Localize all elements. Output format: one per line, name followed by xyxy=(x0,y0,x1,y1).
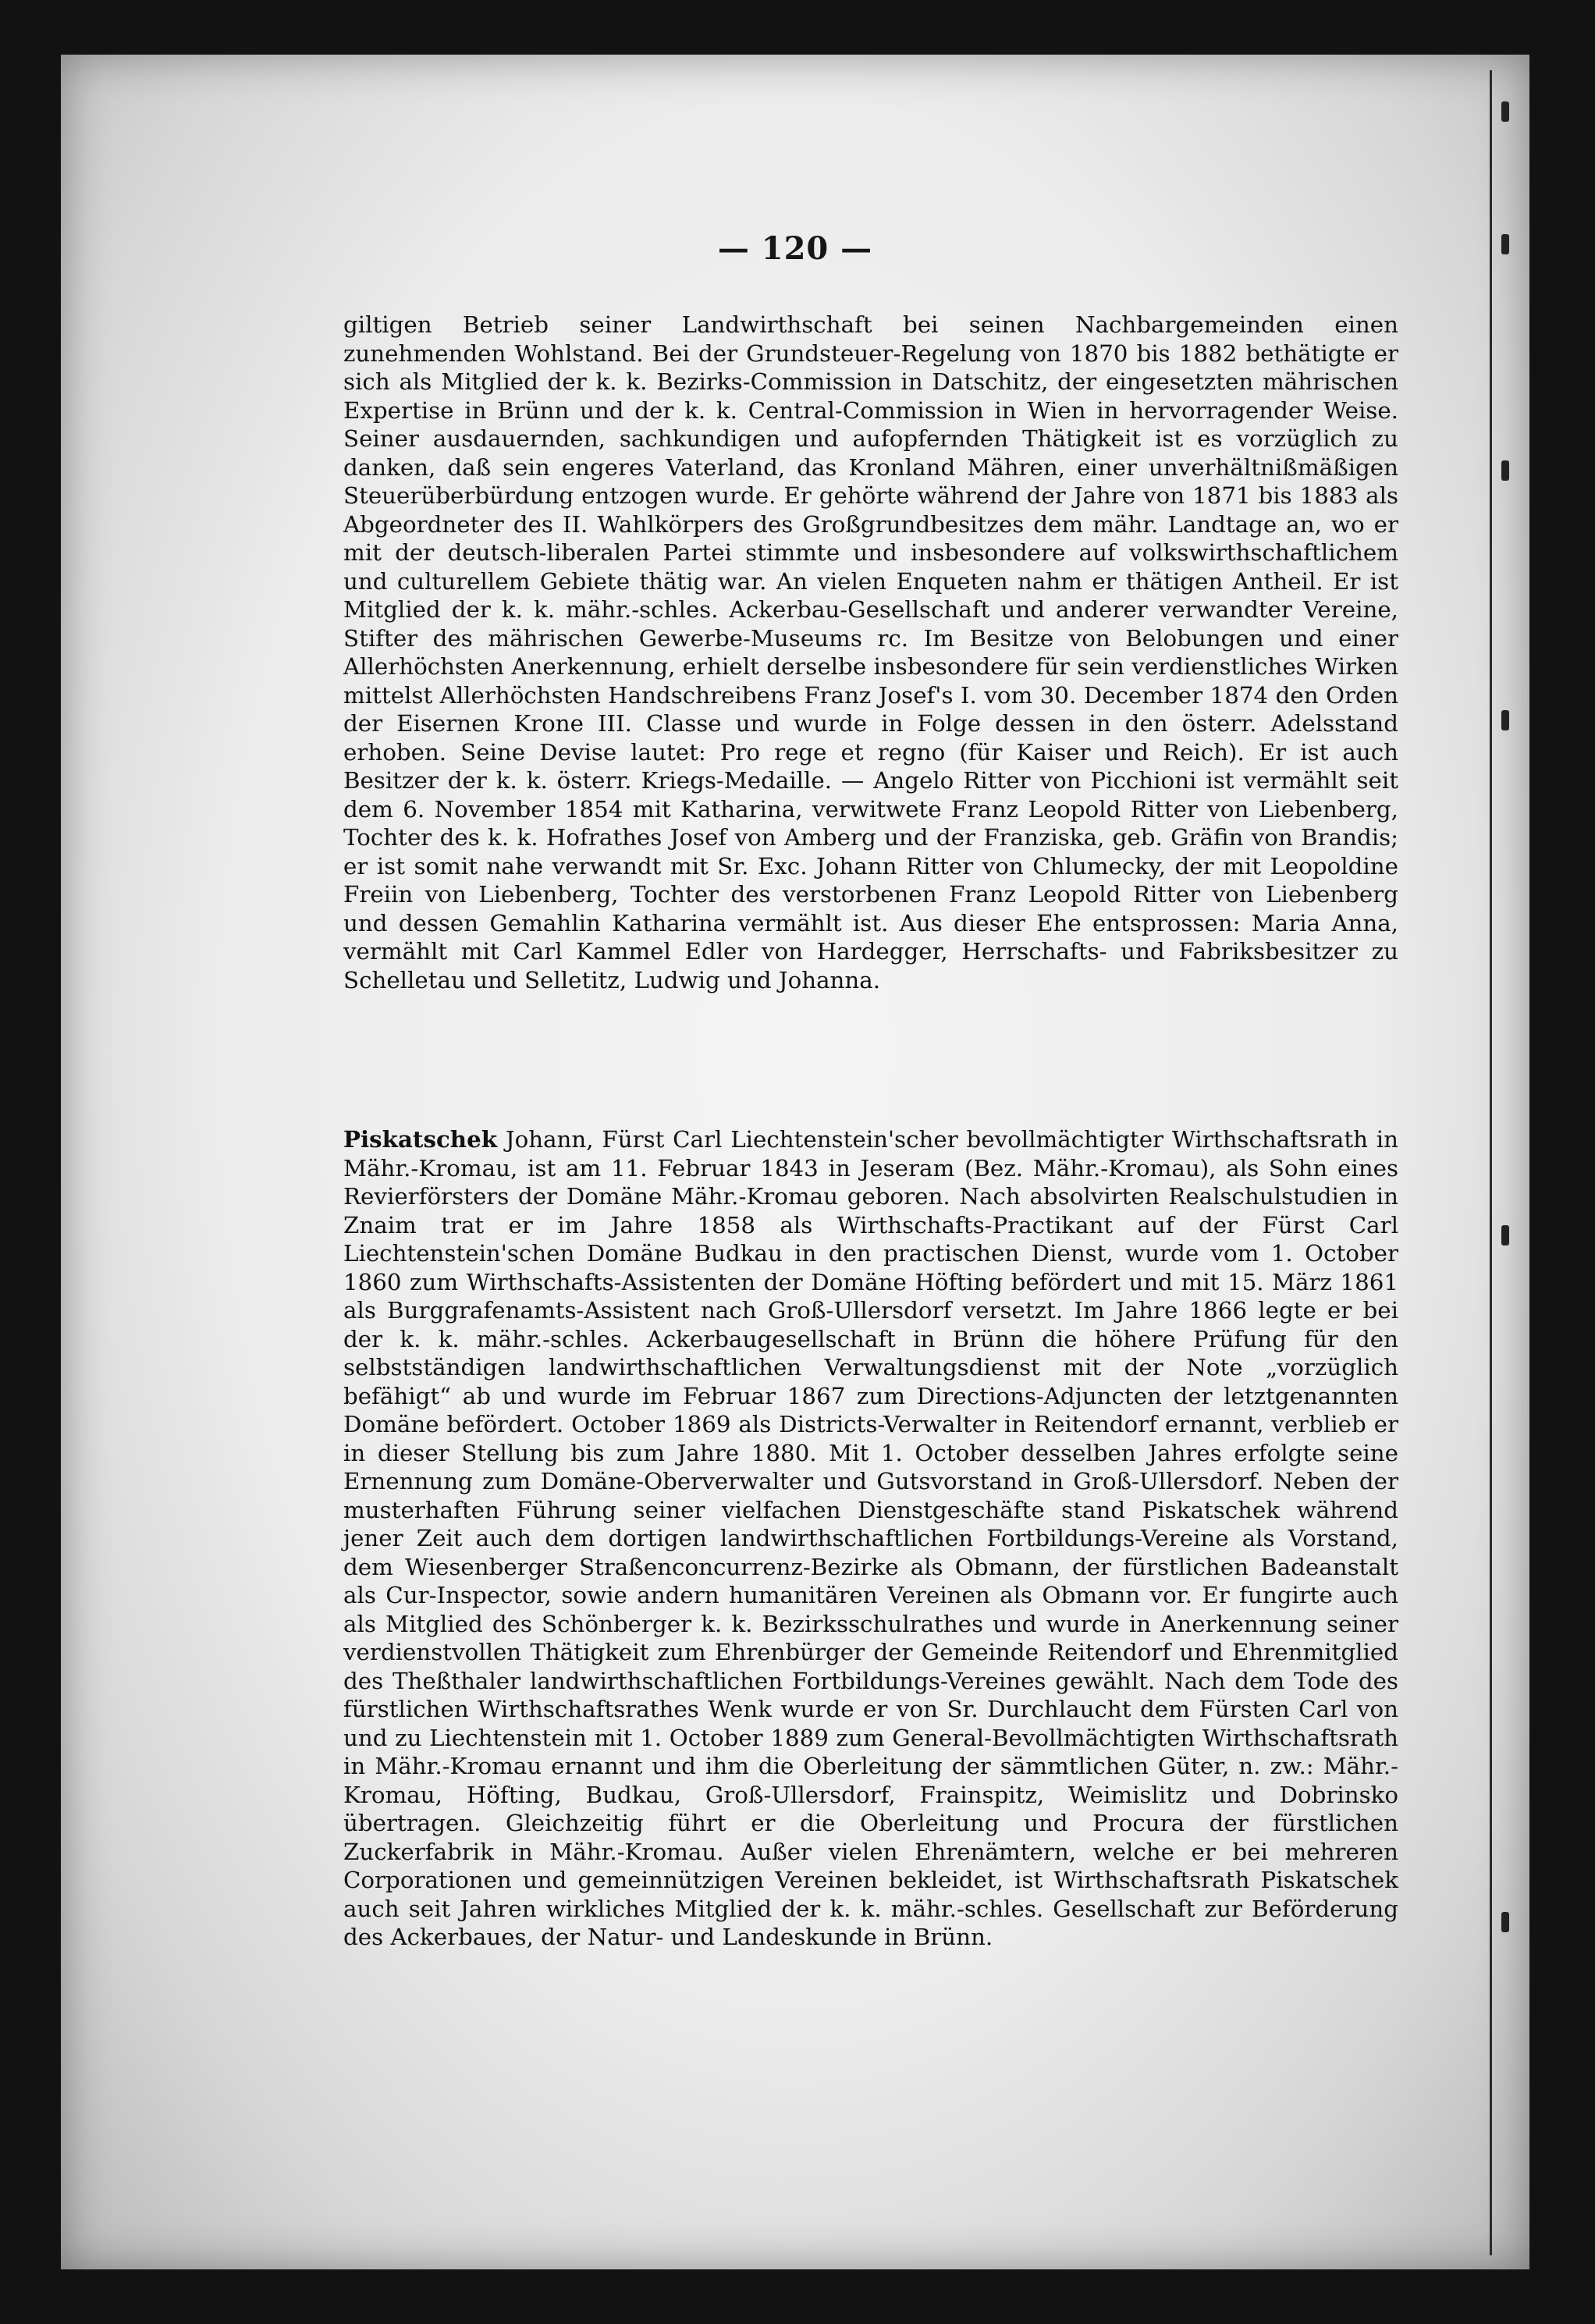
biography-continuation xyxy=(343,311,1398,994)
page-number: — 120 — xyxy=(717,230,873,267)
paragraph-text: giltigen Betrieb seiner Landwirthschaft bei seinen Nachbargemeinden einen zunehmenden Wohlstand. Bei der Grundsteuer-Regelung von 1870 bis 1882 bethätigte er sich als Mitglied der k. k. Bezirks-Commission in Datschitz, der eingesetzten mährischen Expertise in Brünn und der k. k. Central-Commission in Wien in hervorragender Weise. Seiner ausdauernden, sachkundigen und aufopfernden Thätigkeit ist es vorzüglich zu danken, daß sein engeres Vaterland, das Kronland Mähren, einer unverhältnißmäßigen Steuerüberbürdung entzogen wurde. Er gehörte während der Jahre von 1871 bis 1883 als Abgeordneter des II. Wahlkörpers des Großgrundbesitzes dem mähr. Landtage an, wo er mit der deutsch-liberalen Partei stimmte und insbesondere auf volkswirthschaftlichem und culturellem Gebiete thätig war. An vielen Enqueten nahm er thätigen Antheil. Er ist Mitglied der k. k. mähr.-schles. Ackerbau-Gesellschaft und anderer verwandter Vereine, Stifter des mährischen Gewerbe-Museums rc. Im Besitze von Belobungen und einer Allerhöchsten Anerkennung, erhielt derselbe insbesondere für sein verdienstliches Wirken mittelst Allerhöchsten Handschreibens Franz Josef's I. vom 30. December 1874 den Orden der Eisernen Krone III. Classe und wurde in Folge dessen in den österr. Adelsstand erhoben. Seine Devise lautet: Pro rege et regno (für Kaiser und Reich). Er ist auch Besitzer der k. k. österr. Kriegs-Medaille. — Angelo Ritter von Picchioni ist vermählt seit dem 6. November 1854 mit Katharina, verwitwete Franz Leopold Ritter von Liebenberg, Tochter des k. k. Hofrathes Josef von Amberg und der Franziska, geb. Gräfin von Brandis; er ist somit nahe verwandt mit Sr. Exc. Johann Ritter von Chlumecky, der mit Leopoldine Freiin von Liebenberg, Tochter des verstorbenen Franz Leopold Ritter von Liebenberg und dessen Gemahlin Katharina vermählt ist. Aus dieser Ehe entsprossen: Maria Anna, vermählt mit Carl Kammel Edler von Hardegger, Herrschafts- und Fabriksbesitzer zu Schelletau und Selletitz, Ludwig und Johanna. xyxy=(343,311,1398,993)
paragraph xyxy=(343,1125,1398,1952)
binding-mark xyxy=(1501,460,1509,481)
binding-mark xyxy=(1501,1912,1509,1932)
binding-mark xyxy=(1501,710,1509,730)
paragraph-text: Johann, Fürst Carl Liechtenstein'scher bevollmächtigter Wirthschaftsrath in Mähr.-Kromau, ist am 11. Februar 1843 in Jeseram (Bez. Mähr.-Kromau), als Sohn eines Revierförsters der Domäne Mähr.-Kromau geboren. Nach absolvirten Realschulstudien in Znaim trat er im Jahre 1858 als Wirthschafts-Practikant auf der Fürst Carl Liechtenstein'schen Domäne Budkau in den practischen Dienst, wurde vom 1. October 1860 zum Wirthschafts-Assistenten der Domäne Höfting befördert und mit 15. März 1861 als Burggrafenamts-Assistent nach Groß-Ullersdorf versetzt. Im Jahre 1866 legte er bei der k. k. mähr.-schles. Ackerbaugesellschaft in Brünn die höhere Prüfung für den selbstständigen landwirthschaftlichen Verwaltungsdienst mit der Note „vorzüglich befähigt“ ab und wurde im Februar 1867 zum Directions-Adjuncten der letztgenannten Domäne befördert. October 1869 als Districts-Verwalter in Reitendorf ernannt, verblieb er in dieser Stellung bis zum Jahre 1880. Mit 1. October desselben Jahres erfolgte seine Ernennung zum Domäne-Oberverwalter und Gutsvorstand in Groß-Ullersdorf. Neben der musterhaften Führung seiner vielfachen Dienstgeschäfte stand Piskatschek während jener Zeit auch dem dortigen landwirthschaftlichen Fortbildungs-Vereine als Vorstand, dem Wiesenberger Straßenconcurrenz-Bezirke als Obmann, der fürstlichen Badeanstalt als Cur-Inspector, sowie andern humanitären Vereinen als Obmann vor. Er fungirte auch als Mitglied des Schönberger k. k. Bezirksschulrathes und wurde in Anerkennung seiner verdienstvollen Thätigkeit zum Ehrenbürger der Gemeinde Reitendorf und Ehrenmitglied des Theßthaler landwirthschaftlichen Fortbildungs-Vereines gewählt. Nach dem Tode des fürstlichen Wirthschaftsrathes Wenk wurde er von Sr. Durchlaucht dem Fürsten Carl von und zu Liechtenstein mit 1. October 1889 zum General-Bevollmächtigten Wirthschaftsrath in Mähr.-Kromau ernannt und ihm die Oberleitung der sämmtlichen Güter, n. zw.: Mähr.-Kromau, Höfting, Budkau, Groß-Ullersdorf, Frainspitz, Weimislitz und Dobrinsko übertragen. Gleichzeitig führt er die Oberleitung und Procura der fürstlichen Zuckerfabrik in Mähr.-Kromau. Außer vielen Ehrenämtern, welche er bei mehreren Corporationen und gemeinnützigen Vereinen bekleidet, ist Wirthschaftsrath Piskatschek auch seit Jahren wirkliches Mitglied der k. k. mähr.-schles. Gesellschaft zur Beförderung des Ackerbaues, der Natur- und Landeskunde in Brünn. xyxy=(343,1126,1398,1950)
book-page xyxy=(61,55,1529,2269)
binding-mark xyxy=(1501,101,1509,122)
headword: Piskatschek xyxy=(343,1125,498,1153)
binding-mark xyxy=(1501,1225,1509,1246)
paragraph xyxy=(343,311,1398,994)
biography-entry-piskatschek xyxy=(343,1125,1398,1952)
